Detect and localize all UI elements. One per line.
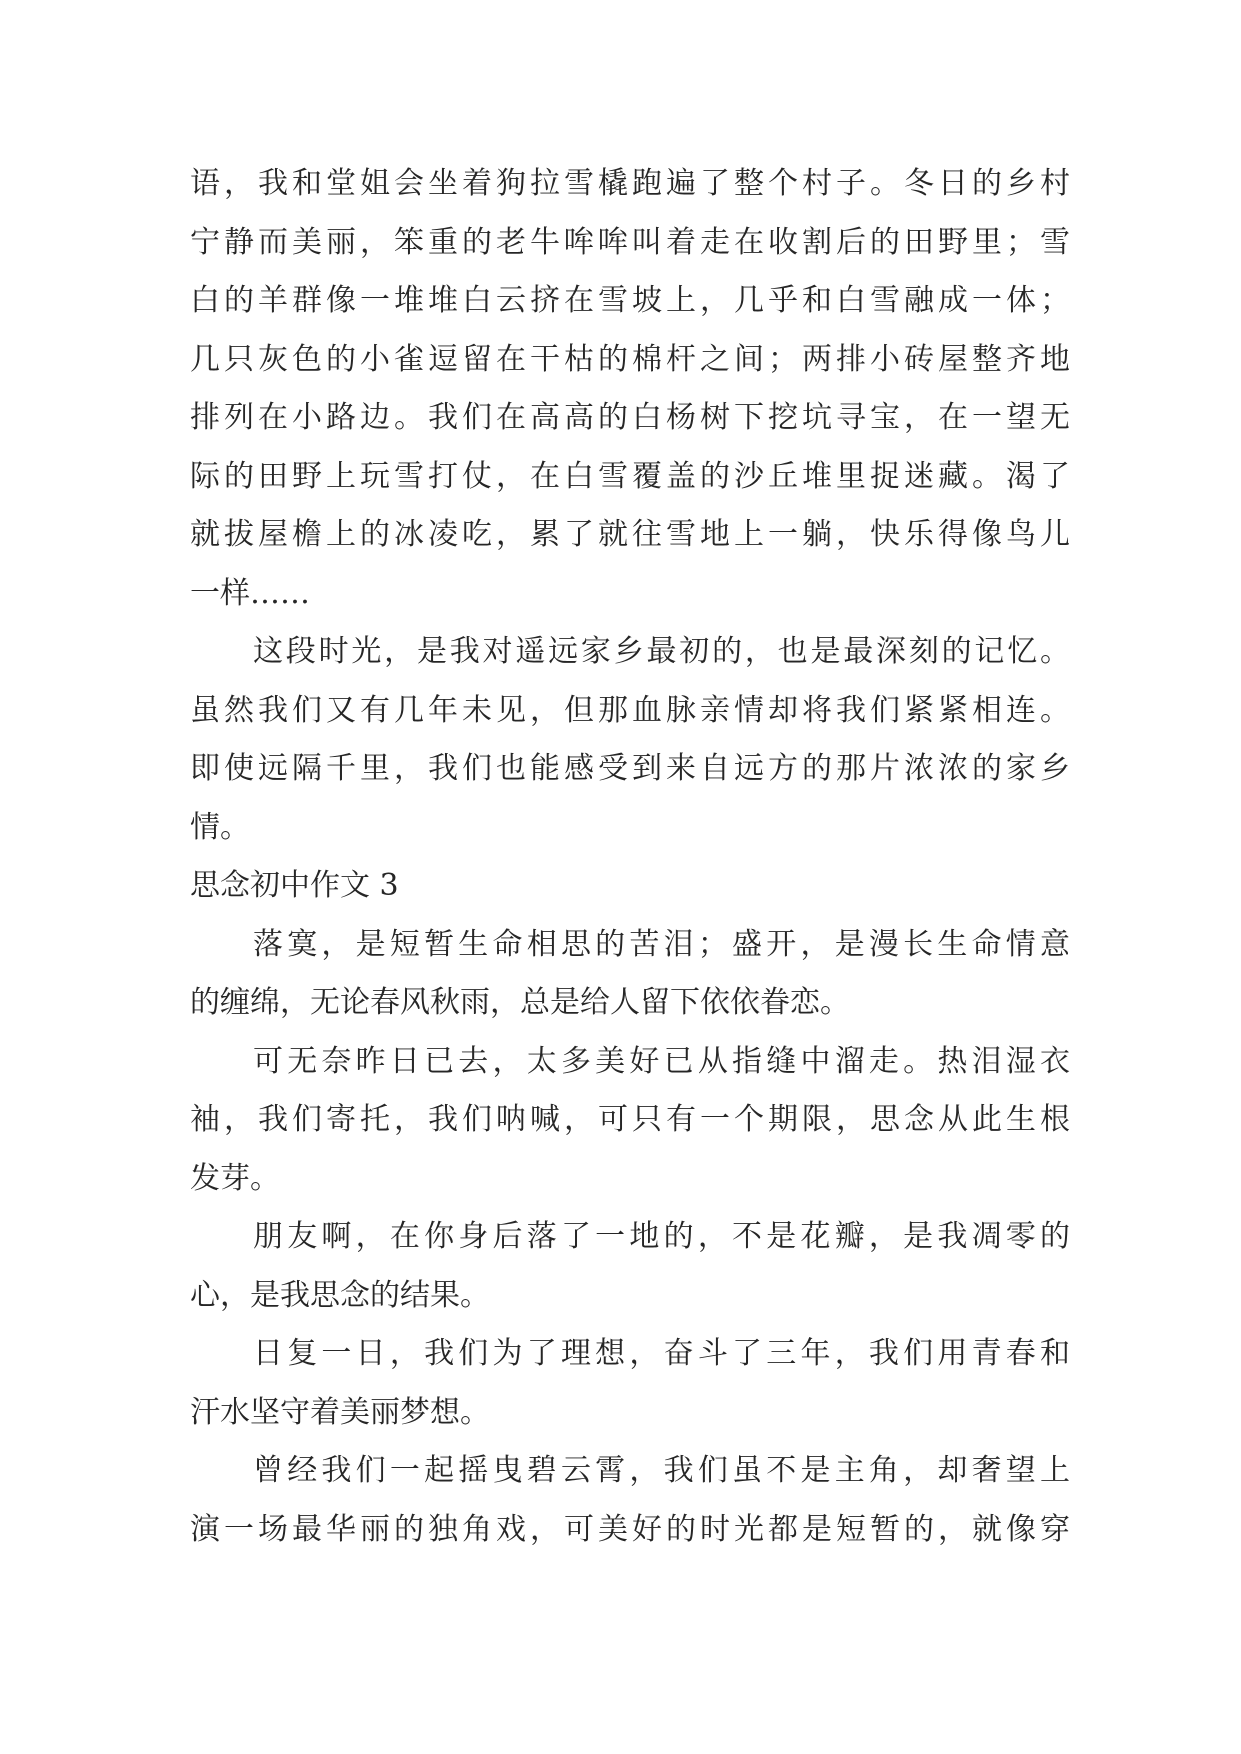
text-line: 就拔屋檐上的冰凌吃，累了就往雪地上一躺，快乐得像鸟儿 [190, 517, 1070, 552]
text-line: 排列在小路边。我们在高高的白杨树下挖坑寻宝，在一望无 [190, 400, 1070, 435]
paragraph [190, 1033, 1070, 1209]
text-line: 语，我和堂姐会坐着狗拉雪橇跑遍了整个村子。冬日的乡村 [190, 166, 1070, 201]
paragraph [190, 916, 1070, 1033]
text-line: 演一场最华丽的独角戏，可美好的时光都是短暂的，就像穿 [190, 1511, 1070, 1547]
paragraph [190, 623, 1070, 857]
text-line: 即使远隔千里，我们也能感受到来自远方的那片浓浓的家乡 [190, 751, 1070, 786]
text-line: 袖，我们寄托，我们呐喊，可只有一个期限，思念从此生根 [190, 1102, 1070, 1137]
text-line: 落寞，是短暂生命相思的苦泪；盛开，是漫长生命情意 [253, 926, 1070, 962]
text-line: 虽然我们又有几年未见，但那血脉亲情却将我们紧紧相连。 [190, 692, 1070, 728]
document-body [190, 155, 1070, 1559]
text-line: 这段时光，是我对遥远家乡最初的，也是最深刻的记忆。 [253, 634, 1070, 669]
text-line: 朋友啊，在你身后落了一地的，不是花瓣，是我凋零的 [253, 1219, 1070, 1254]
text-line: 发芽。 [190, 1160, 280, 1196]
paragraph [190, 155, 1070, 623]
text-line: 可无奈昨日已去，太多美好已从指缝中溜走。热泪湿衣 [253, 1043, 1070, 1079]
text-line: 汗水坚守着美丽梦想。 [190, 1394, 490, 1430]
paragraph [190, 1208, 1070, 1325]
text-line: 曾经我们一起摇曳碧云霄，我们虽不是主角，却奢望上 [253, 1453, 1070, 1488]
text-line: 思念初中作文 3 [190, 868, 399, 903]
paragraph [190, 1325, 1070, 1442]
text-line: 际的田野上玩雪打仗，在白雪覆盖的沙丘堆里捉迷藏。渴了 [190, 458, 1070, 494]
text-line: 的缠绵，无论春风秋雨，总是给人留下依依眷恋。 [190, 985, 850, 1020]
text-line: 心，是我思念的结果。 [190, 1277, 490, 1313]
text-line: 一样…… [190, 575, 310, 611]
paragraph [190, 1442, 1070, 1559]
text-line: 几只灰色的小雀逗留在干枯的棉杆之间；两排小砖屋整齐地 [190, 341, 1070, 377]
text-line: 宁静而美丽，笨重的老牛哞哞叫着走在收割后的田野里；雪 [190, 224, 1070, 260]
text-line: 日复一日，我们为了理想，奋斗了三年，我们用青春和 [253, 1336, 1070, 1371]
section-heading [190, 857, 1070, 916]
text-line: 情。 [190, 809, 250, 845]
text-line: 白的羊群像一堆堆白云挤在雪坡上，几乎和白雪融成一体； [190, 283, 1070, 318]
